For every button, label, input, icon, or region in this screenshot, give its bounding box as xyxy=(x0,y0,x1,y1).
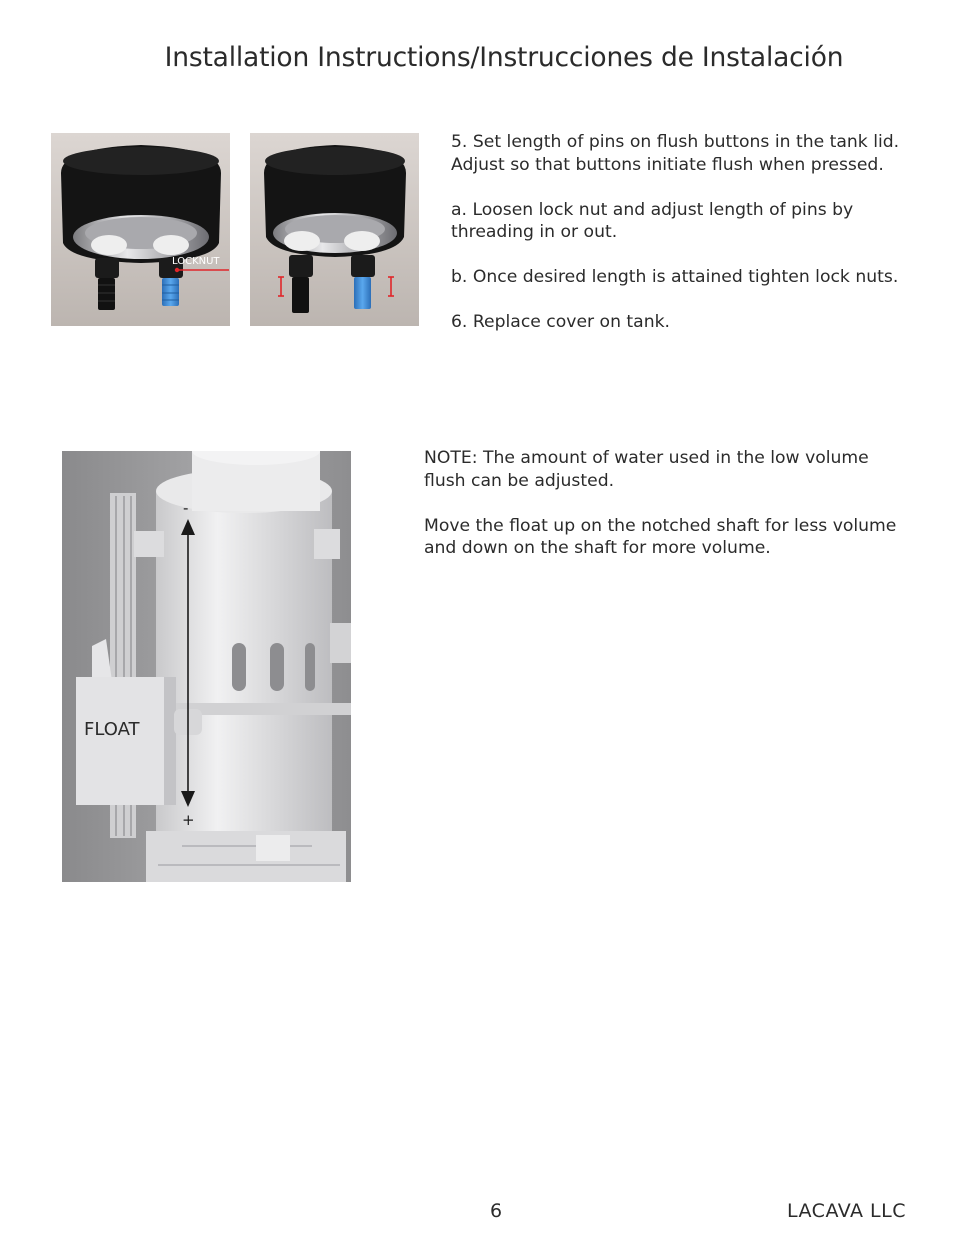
page-number: 6 xyxy=(490,1200,503,1222)
flush-button-photo-adjusted xyxy=(250,133,419,326)
company-name: LACAVA LLC xyxy=(787,1200,906,1222)
step-6: 6. Replace cover on tank. xyxy=(451,312,671,332)
flush-button-illustration xyxy=(51,133,230,326)
minus-label: - xyxy=(183,499,189,517)
step-5: 5. Set length of pins on flush buttons in the tank lid. Adjust so that buttons initiate flush when pressed. xyxy=(451,132,900,175)
float-valve-photo xyxy=(62,451,351,882)
locknut-callout-dot xyxy=(175,268,179,272)
flush-button-illustration-2 xyxy=(250,133,419,326)
flush-button-photo-locknut xyxy=(51,133,230,326)
note-paragraph-2: Move the float up on the notched shaft for less volume and down on the shaft for more volume. xyxy=(424,515,897,558)
step-5b: b. Once desired length is attained tighten lock nuts. xyxy=(451,267,899,287)
float-body xyxy=(76,677,164,805)
float-valve-illustration xyxy=(62,451,351,882)
step-5a: a. Loosen lock nut and adjust length of pins by threading in or out. xyxy=(451,199,854,242)
adjustment-steps xyxy=(451,131,901,356)
locknut-label: LOCKNUT xyxy=(172,256,220,267)
float-label: FLOAT xyxy=(84,719,140,740)
note-section xyxy=(424,447,914,582)
page-title: Installation Instructions/Instrucciones de Instalación xyxy=(164,42,844,73)
plus-label: + xyxy=(182,811,195,829)
note-paragraph-1: NOTE: The amount of water used in the low volume flush can be adjusted. xyxy=(424,448,869,491)
